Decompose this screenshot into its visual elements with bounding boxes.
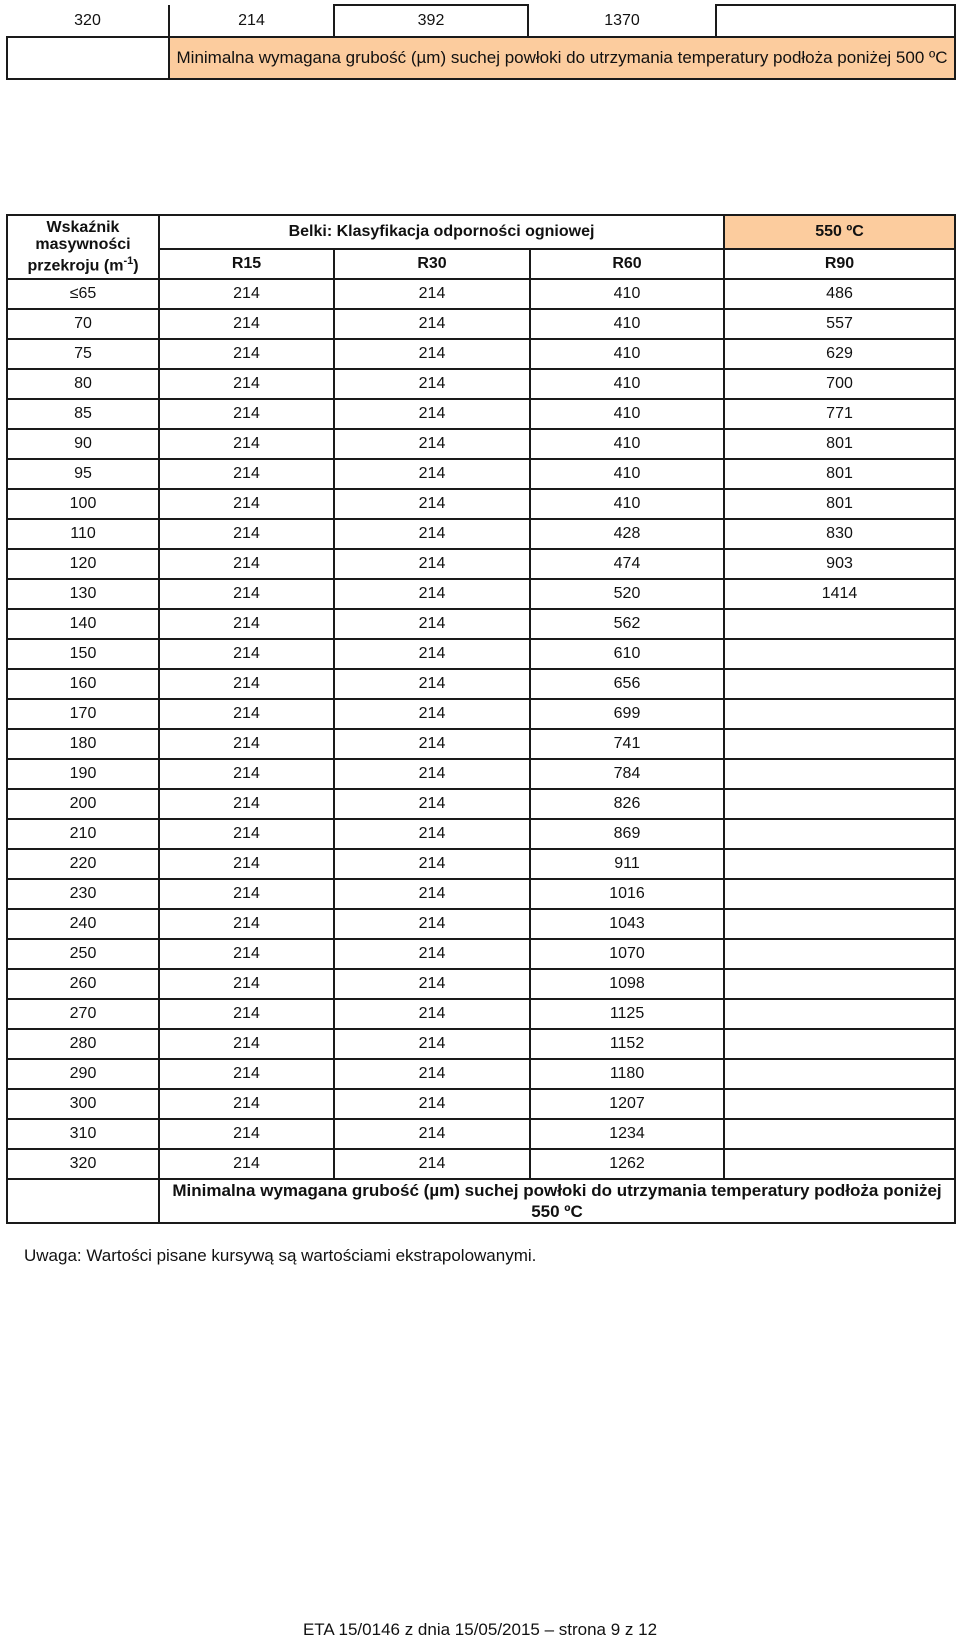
thickness-cell: 214: [159, 579, 334, 609]
thickness-cell: 801: [724, 459, 955, 489]
thickness-cell: [724, 999, 955, 1029]
thickness-cell: 214: [334, 1119, 530, 1149]
coating-thickness-note-500: Minimalna wymagana grubość (µm) suchej powłoki do utrzymania temperatury podłoża poniżej 500 ºC: [169, 37, 955, 79]
thickness-cell: 784: [530, 759, 724, 789]
thickness-cell: 1043: [530, 909, 724, 939]
table-cell: [716, 5, 955, 37]
page-footer: ETA 15/0146 z dnia 15/05/2015 – strona 9 z 12: [302, 1620, 658, 1639]
thickness-cell: 1152: [530, 1029, 724, 1059]
thickness-cell: 214: [159, 969, 334, 999]
thickness-cell: [724, 699, 955, 729]
table-row: [7, 309, 955, 339]
section-factor-cell: 85: [7, 399, 159, 429]
table-row: [7, 639, 955, 669]
thickness-cell: 410: [530, 339, 724, 369]
thickness-cell: 214: [334, 1149, 530, 1179]
table-cell: 1370: [528, 5, 716, 37]
table-row: [7, 1089, 955, 1119]
section-factor-cell: ≤65: [7, 279, 159, 309]
thickness-cell: 214: [334, 819, 530, 849]
section-factor-cell: 280: [7, 1029, 159, 1059]
thickness-cell: 214: [334, 429, 530, 459]
thickness-cell: [724, 729, 955, 759]
section-factor-cell: 100: [7, 489, 159, 519]
column-header-r90: R90: [724, 249, 955, 279]
thickness-cell: 410: [530, 399, 724, 429]
header-superscript: -1: [123, 255, 134, 268]
thickness-cell: 214: [159, 1089, 334, 1119]
section-factor-cell: 240: [7, 909, 159, 939]
thickness-cell: 410: [530, 489, 724, 519]
section-factor-cell: 220: [7, 849, 159, 879]
thickness-cell: 214: [159, 429, 334, 459]
thickness-cell: 214: [159, 1149, 334, 1179]
thickness-cell: 214: [334, 789, 530, 819]
thickness-cell: 214: [159, 789, 334, 819]
thickness-cell: 474: [530, 549, 724, 579]
thickness-cell: 214: [159, 1059, 334, 1089]
thickness-cell: [724, 759, 955, 789]
section-factor-cell: 270: [7, 999, 159, 1029]
section-factor-cell: 90: [7, 429, 159, 459]
thickness-cell: 700: [724, 369, 955, 399]
column-header-r30: R30: [334, 249, 530, 279]
thickness-cell: 214: [334, 519, 530, 549]
table-row: [7, 399, 955, 429]
thickness-cell: 629: [724, 339, 955, 369]
thickness-cell: 801: [724, 429, 955, 459]
table-row: [7, 819, 955, 849]
table-row: [7, 699, 955, 729]
thickness-cell: [724, 819, 955, 849]
table-note-row: [7, 1179, 955, 1223]
section-factor-cell: 180: [7, 729, 159, 759]
table-body: [7, 279, 955, 1179]
thickness-cell: 214: [159, 279, 334, 309]
thickness-cell: 214: [334, 969, 530, 999]
thickness-cell: 1180: [530, 1059, 724, 1089]
thickness-cell: 214: [159, 339, 334, 369]
table-row: [7, 429, 955, 459]
thickness-cell: 801: [724, 489, 955, 519]
table-row: [7, 609, 955, 639]
table-row: [7, 879, 955, 909]
thickness-cell: [724, 1059, 955, 1089]
thickness-cell: 903: [724, 549, 955, 579]
thickness-cell: 1207: [530, 1089, 724, 1119]
table-row: [7, 729, 955, 759]
thickness-cell: 214: [159, 369, 334, 399]
section-factor-cell: 190: [7, 759, 159, 789]
table-row: [7, 939, 955, 969]
thickness-cell: 214: [159, 669, 334, 699]
thickness-cell: [724, 849, 955, 879]
section-factor-cell: 70: [7, 309, 159, 339]
section-factor-cell: 210: [7, 819, 159, 849]
table-row: [7, 1059, 955, 1089]
thickness-cell: 214: [334, 549, 530, 579]
column-header-r60: R60: [530, 249, 724, 279]
thickness-cell: 771: [724, 399, 955, 429]
thickness-cell: [724, 1029, 955, 1059]
thickness-cell: 214: [159, 399, 334, 429]
thickness-cell: 410: [530, 429, 724, 459]
thickness-cell: 214: [159, 909, 334, 939]
thickness-cell: 214: [334, 459, 530, 489]
thickness-cell: 699: [530, 699, 724, 729]
fire-resistance-table: [6, 214, 956, 1224]
thickness-cell: 214: [159, 759, 334, 789]
thickness-cell: 826: [530, 789, 724, 819]
thickness-cell: 410: [530, 369, 724, 399]
table-note-row: [7, 37, 955, 79]
table-row: [7, 669, 955, 699]
section-factor-cell: 230: [7, 879, 159, 909]
thickness-cell: 486: [724, 279, 955, 309]
thickness-cell: 562: [530, 609, 724, 639]
table-row: [7, 339, 955, 369]
thickness-cell: 214: [159, 459, 334, 489]
section-factor-cell: 250: [7, 939, 159, 969]
thickness-cell: 214: [159, 849, 334, 879]
header-line: masywności: [35, 236, 131, 254]
table-row: [7, 549, 955, 579]
thickness-cell: 520: [530, 579, 724, 609]
thickness-cell: 214: [334, 849, 530, 879]
thickness-cell: 214: [334, 879, 530, 909]
thickness-cell: 214: [159, 609, 334, 639]
section-factor-cell: 290: [7, 1059, 159, 1089]
table-cell: [7, 37, 169, 79]
table-row: [7, 759, 955, 789]
thickness-cell: 214: [334, 339, 530, 369]
table-row: [7, 489, 955, 519]
thickness-cell: 1262: [530, 1149, 724, 1179]
thickness-cell: 1125: [530, 999, 724, 1029]
table-row: [7, 279, 955, 309]
table-cell: 214: [169, 5, 334, 37]
thickness-cell: 214: [334, 639, 530, 669]
table-cell: [7, 1179, 159, 1223]
classification-group-header: Belki: Klasyfikacja odporności ogniowej: [159, 215, 724, 249]
thickness-cell: [724, 939, 955, 969]
thickness-cell: 428: [530, 519, 724, 549]
thickness-cell: 214: [159, 1029, 334, 1059]
thickness-cell: [724, 969, 955, 999]
thickness-cell: 214: [159, 549, 334, 579]
thickness-cell: [724, 609, 955, 639]
thickness-cell: 656: [530, 669, 724, 699]
section-factor-cell: 300: [7, 1089, 159, 1119]
thickness-cell: 214: [159, 939, 334, 969]
thickness-cell: 214: [334, 1029, 530, 1059]
section-factor-cell: 95: [7, 459, 159, 489]
thickness-cell: 410: [530, 279, 724, 309]
table-row: [7, 1029, 955, 1059]
section-factor-cell: 200: [7, 789, 159, 819]
section-factor-cell: 75: [7, 339, 159, 369]
table-row: [7, 5, 955, 37]
temperature-header: 550 ºC: [724, 215, 955, 249]
table-cell: 320: [7, 5, 169, 37]
thickness-cell: 214: [334, 669, 530, 699]
thickness-cell: 830: [724, 519, 955, 549]
thickness-cell: 214: [334, 279, 530, 309]
table-row: [7, 369, 955, 399]
thickness-cell: 214: [159, 819, 334, 849]
thickness-cell: [724, 669, 955, 699]
thickness-cell: 911: [530, 849, 724, 879]
thickness-cell: 1016: [530, 879, 724, 909]
thickness-cell: 1234: [530, 1119, 724, 1149]
coating-thickness-note-550: Minimalna wymagana grubość (µm) suchej powłoki do utrzymania temperatury podłoża poniżej 550 ºC: [159, 1179, 955, 1223]
section-factor-cell: 260: [7, 969, 159, 999]
section-factor-cell: 130: [7, 579, 159, 609]
table-row: [7, 1119, 955, 1149]
section-factor-cell: 310: [7, 1119, 159, 1149]
thickness-cell: 214: [159, 309, 334, 339]
thickness-cell: 214: [159, 1119, 334, 1149]
thickness-cell: 410: [530, 309, 724, 339]
thickness-cell: 557: [724, 309, 955, 339]
thickness-cell: 214: [334, 759, 530, 789]
table-row: [7, 579, 955, 609]
section-factor-cell: 150: [7, 639, 159, 669]
table-row: [7, 969, 955, 999]
thickness-cell: 214: [334, 909, 530, 939]
thickness-cell: 610: [530, 639, 724, 669]
thickness-cell: [724, 789, 955, 819]
table-row: [7, 1149, 955, 1179]
table-row: [7, 519, 955, 549]
thickness-cell: 214: [334, 369, 530, 399]
thickness-cell: 214: [334, 939, 530, 969]
thickness-cell: 214: [159, 489, 334, 519]
table-row: [7, 849, 955, 879]
thickness-cell: 1070: [530, 939, 724, 969]
table-row: [7, 789, 955, 819]
thickness-cell: 214: [159, 729, 334, 759]
thickness-cell: 214: [334, 699, 530, 729]
section-factor-cell: 320: [7, 1149, 159, 1179]
thickness-cell: 214: [334, 729, 530, 759]
header-line: przekroju (m: [27, 257, 124, 275]
thickness-cell: [724, 639, 955, 669]
column-header-r15: R15: [159, 249, 334, 279]
section-factor-cell: 170: [7, 699, 159, 729]
thickness-cell: 214: [334, 399, 530, 429]
thickness-cell: [724, 1149, 955, 1179]
table-row: [7, 909, 955, 939]
thickness-cell: 1098: [530, 969, 724, 999]
thickness-cell: 214: [334, 1089, 530, 1119]
thickness-cell: 214: [334, 489, 530, 519]
thickness-cell: [724, 879, 955, 909]
thickness-cell: 214: [159, 999, 334, 1029]
thickness-cell: 214: [159, 519, 334, 549]
header-line: Wskaźnik: [46, 219, 120, 237]
thickness-cell: 214: [334, 609, 530, 639]
remark-text: Uwaga: Wartości pisane kursywą są wartościami ekstrapolowanymi.: [24, 1246, 537, 1265]
thickness-cell: 214: [159, 699, 334, 729]
section-factor-cell: 110: [7, 519, 159, 549]
thickness-cell: [724, 909, 955, 939]
section-factor-cell: 140: [7, 609, 159, 639]
header-line: ): [133, 257, 139, 275]
thickness-cell: 214: [334, 309, 530, 339]
section-factor-header: [7, 215, 159, 279]
thickness-cell: 214: [159, 639, 334, 669]
table-cell: 392: [334, 5, 528, 37]
section-factor-cell: 120: [7, 549, 159, 579]
thickness-cell: [724, 1089, 955, 1119]
table-row: [7, 459, 955, 489]
thickness-cell: 1414: [724, 579, 955, 609]
thickness-cell: 214: [334, 1059, 530, 1089]
thickness-cell: [724, 1119, 955, 1149]
thickness-cell: 214: [159, 879, 334, 909]
thickness-cell: 869: [530, 819, 724, 849]
section-factor-cell: 80: [7, 369, 159, 399]
thickness-cell: 214: [334, 999, 530, 1029]
table-row: [7, 999, 955, 1029]
thickness-cell: 410: [530, 459, 724, 489]
top-table-fragment: [6, 4, 956, 80]
table-header-row: [7, 215, 955, 249]
section-factor-cell: 160: [7, 669, 159, 699]
thickness-cell: 741: [530, 729, 724, 759]
thickness-cell: 214: [334, 579, 530, 609]
